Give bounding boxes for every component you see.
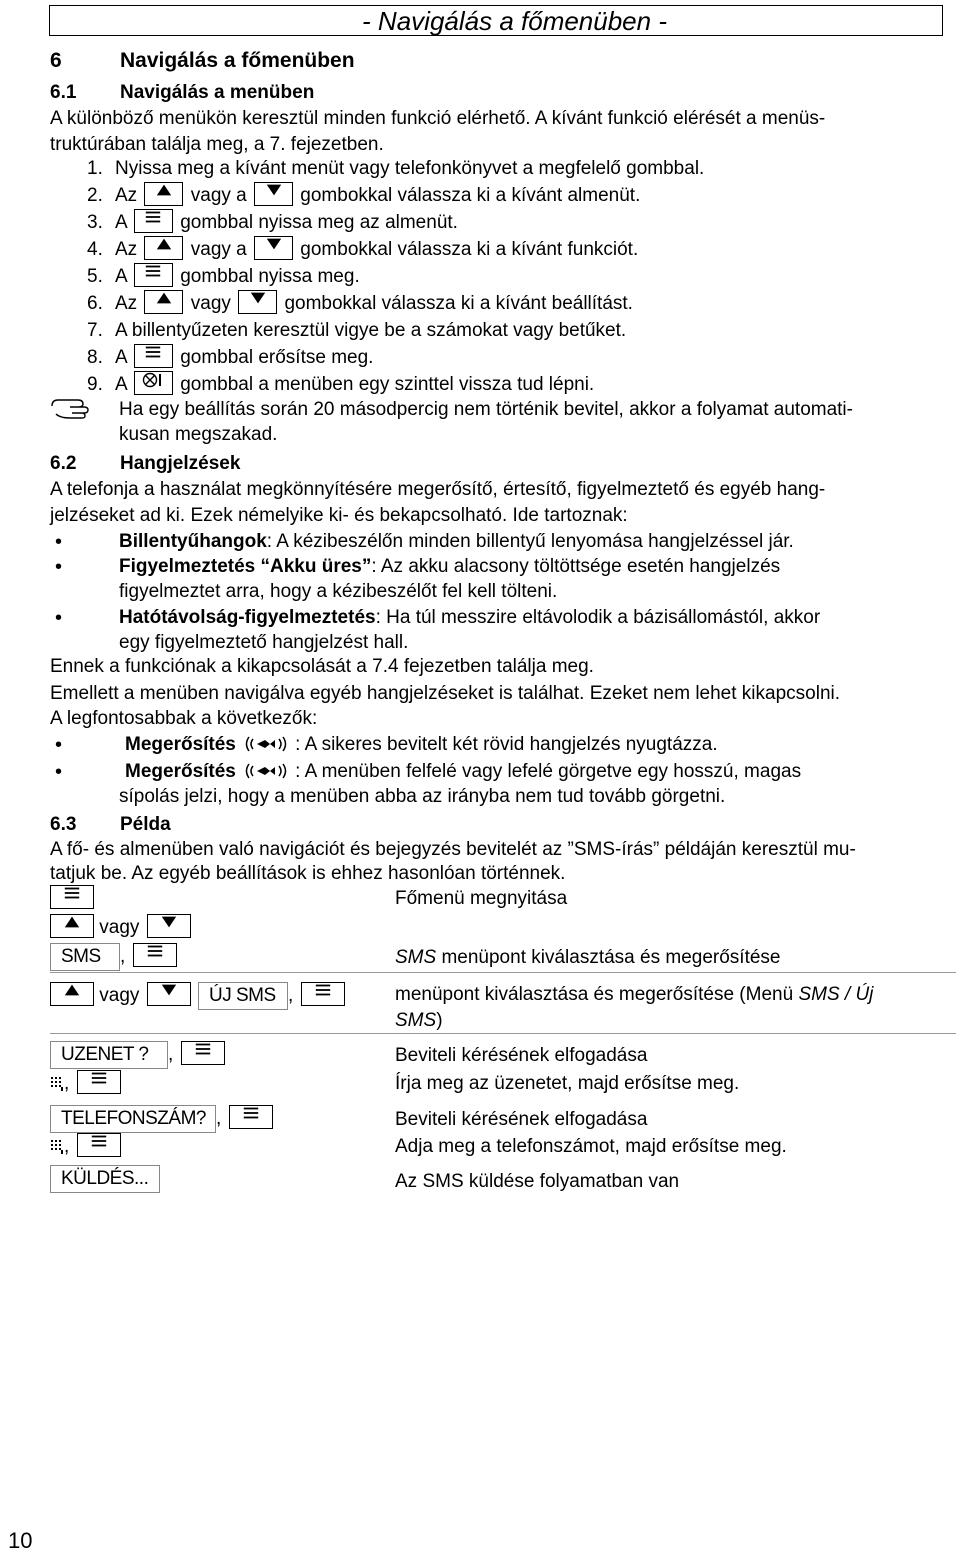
step-8 [87,345,957,371]
paragraph: Ennek a funkciónak a kikapcsolását a 7.4 fejezetben találja meg. [50,656,594,677]
menu-key-icon [77,1070,121,1094]
bullet-dot-icon: • [55,734,63,756]
bullet-term: Billentyűhangok [119,531,267,552]
step-number: 8. [87,347,103,368]
paragraph: A telefonja a használat megkönnyítésére megerősítő, értesítő, figyelmeztető és egyéb hang- [50,479,826,500]
display-text: TELEFONSZÁM? [50,1105,216,1133]
description-text: menüpont kiválasztása és megerősítése [436,947,781,968]
step-number: 9. [87,374,103,395]
down-arrow-key-icon [147,914,191,938]
description-text: ) [436,1010,443,1031]
step-text: Az [115,239,138,260]
step-7 [87,318,957,344]
bullet-text: sípolás jelzi, hogy a menüben abba az irányba nem tud tovább görgetni. [119,786,726,807]
down-arrow-key-icon [254,236,293,260]
example-keys [50,1071,123,1097]
example-keys [50,915,193,941]
display-text: KÜLDÉS... [50,1165,160,1193]
step-text: vagy a [190,239,247,260]
section-6-2-heading [50,451,240,477]
menu-key-icon [134,344,173,368]
menu-key-icon [77,1133,121,1157]
separator: , [287,985,294,1007]
back-key-icon [134,371,173,395]
step-3 [87,210,957,236]
paragraph: jelzéseket ad ki. Ezek némelyike ki- és bekapcsolható. Ide tartoznak: [50,505,628,526]
step-number: 3. [87,212,103,233]
down-arrow-key-icon [238,290,277,314]
example-description: Az SMS küldése folyamatban van [395,1171,680,1192]
step-5 [87,264,957,290]
menu-key-icon [181,1041,225,1065]
section-title: Példa [120,814,171,835]
step-text: vagy a [190,185,247,206]
section-6-1-heading [50,80,314,106]
down-arrow-key-icon [254,182,293,206]
page-number: 10 [8,1528,33,1553]
bullet-dot-icon: • [55,761,63,783]
step-number: 1. [87,158,103,179]
example-description: Főmenü megnyitása [395,888,568,909]
step-text: A [115,347,127,368]
menu-key-icon [229,1105,273,1129]
step-number: 2. [87,185,103,206]
section-number: 6 [50,49,62,72]
down-arrow-key-icon [147,982,191,1006]
description-italic: SMS / Új [798,984,874,1005]
section-6-3-heading [50,812,171,838]
step-4 [87,237,957,263]
example-description: Beviteli kérésének elfogadása [395,1045,648,1066]
divider [50,972,956,973]
example-keys [50,1105,275,1133]
step-number: 7. [87,320,103,341]
bullet-text: figyelmeztet arra, hogy a kézibeszélőt fel kell tölteni. [119,581,558,602]
section-6-heading [50,46,355,76]
bullet-text: : Ha túl messzire eltávolodik a bázisállomástól, akkor [375,607,821,628]
step-text: A [115,212,127,233]
section-title: Navigálás a menüben [120,82,315,103]
menu-key-icon [134,263,173,287]
step-number: 5. [87,266,103,287]
bullet-term: Figyelmeztetés “Akku üres” [119,556,372,577]
example-keys [50,1165,160,1193]
paragraph: A legfontosabbak a következők: [50,708,318,729]
step-text: Az [115,185,138,206]
description-text: menüpont kiválasztása és megerősítése (Menü [395,984,799,1005]
section-number: 6.3 [50,814,77,835]
bullet-term: Hatótávolság-figyelmeztetés [119,607,376,628]
step-text: gombbal erősítse meg. [180,347,374,368]
section-number: 6.2 [50,453,77,474]
step-text: gombokkal válassza ki a kívánt beállítást. [284,293,633,314]
menu-key-icon [301,982,345,1006]
step-text: A billentyűzeten keresztül vigye be a számokat vagy betűket. [115,320,627,341]
step-text: A [115,374,127,395]
bullet-term: Megerősítés [125,761,236,782]
paragraph: A fő- és almenüben való navigációt és bejegyzés bevitelét az ”SMS-írás” példáján keresztül mu- [50,839,856,860]
example-keys [50,886,94,912]
example-word: vagy [99,985,140,1007]
step-6 [87,291,957,317]
bullet-text: : Az akku alacsony töltöttsége esetén hangjelzés [371,556,781,577]
display-text: UZENET ? [50,1041,168,1069]
bullet-dot-icon: • [55,556,63,578]
step-text: gombbal nyissa meg az almenüt. [180,212,458,233]
bullet-text: : A kézibeszélőn minden billentyű lenyomása hangjelzéssel jár. [266,531,794,552]
step-text: gombokkal válassza ki a kívánt funkciót. [300,239,639,260]
step-2 [87,183,957,209]
example-keys [50,1041,227,1069]
step-text: A [115,266,127,287]
confirm-tone-icon [241,761,295,781]
bullet-text: : A sikeres bevitelt két rövid hangjelzés nyugtázza. [295,734,718,755]
up-arrow-key-icon [144,236,183,260]
up-arrow-key-icon [144,182,183,206]
example-description [395,945,955,971]
note-text: Ha egy beállítás során 20 másodpercig nem történik bevitel, akkor a folyamat automati- [119,399,853,420]
example-description: Írja meg az üzenetet, majd erősítse meg. [395,1073,740,1094]
description-italic: SMS [395,1010,437,1031]
step-1 [87,156,957,182]
step-text: gombbal a menüben egy szinttel vissza tud lépni. [180,374,595,395]
bullet-term: Megerősítés [125,734,236,755]
separator: , [216,1108,222,1130]
example-keys [50,982,347,1010]
section-title: Navigálás a főmenüben [120,49,355,72]
bullet-dot-icon: • [55,607,63,629]
bullet-text: : A menüben felfelé vagy lefelé görgetve egy hosszú, magas [295,761,802,782]
paragraph: A különböző menükön keresztül minden funkció elérhető. A kívánt funkció elérését a menüs- [50,108,826,129]
bullet-text: egy figyelmeztető hangjelzést hall. [119,632,409,653]
step-text: vagy [190,293,231,314]
step-number: 6. [87,293,103,314]
menu-key-icon [133,943,177,967]
keypad-icon [50,1075,64,1091]
separator: , [168,1044,174,1066]
section-title: Hangjelzések [120,453,241,474]
up-arrow-key-icon [50,914,94,938]
separator: , [64,1073,70,1094]
up-arrow-key-icon [144,290,183,314]
menu-key-icon [50,885,94,909]
example-description: Adja meg a telefonszámot, majd erősítse meg. [395,1136,787,1157]
header-title: - Navigálás a főmenüben - [362,6,667,36]
display-text: SMS [50,943,120,971]
example-keys [50,1134,123,1160]
bullet-dot-icon: • [55,531,63,553]
step-text: Nyissa meg a kívánt menüt vagy telefonkönyvet a megfelelő gombbal. [115,158,705,179]
keypad-icon [50,1138,64,1154]
note-hand-icon [50,396,100,424]
example-description [395,982,955,1034]
display-text: ÚJ SMS [198,982,288,1010]
paragraph: Emellett a menüben navigálva egyéb hangjelzéseket is találhat. Ezeket nem lehet kikapcsolni. [50,683,841,704]
note-text: kusan megszakad. [119,424,278,445]
example-word: vagy [99,917,140,938]
step-9 [87,372,957,398]
page-header [49,5,943,36]
menu-key-icon [134,209,173,233]
confirm-tone-icon [241,734,295,754]
step-text: Az [115,293,138,314]
step-text: gombokkal válassza ki a kívánt almenüt. [300,185,641,206]
example-description: Beviteli kérésének elfogadása [395,1109,648,1130]
step-number: 4. [87,239,103,260]
separator: , [120,946,126,968]
up-arrow-key-icon [50,982,94,1006]
divider [50,1033,956,1034]
separator: , [64,1136,70,1157]
paragraph: truktúrában találja meg, a 7. fejezetben. [50,134,384,155]
description-italic: SMS [395,947,437,968]
step-text: gombbal nyissa meg. [180,266,360,287]
section-number: 6.1 [50,82,77,103]
example-keys [50,943,179,971]
paragraph: tatjuk be. Az egyéb beállítások is ehhez hasonlóan történnek. [50,863,566,884]
